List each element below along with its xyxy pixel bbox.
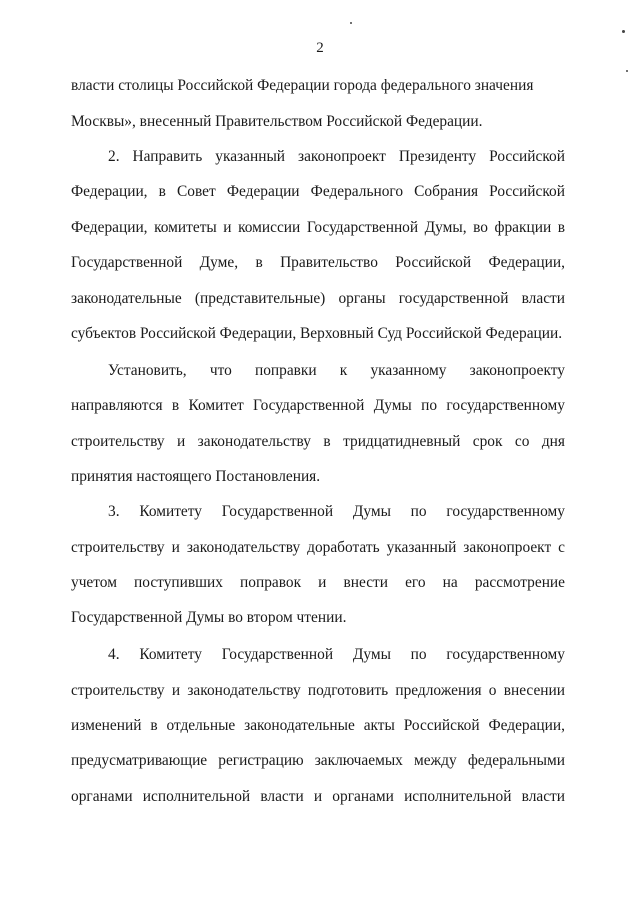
text-line: направляются в Комитет Государственной Думы по государственному [71, 397, 565, 414]
text-line: 4. Комитету Государственной Думы по государственному [108, 646, 565, 663]
text-line: предусматривающие регистрацию заключаемых между федеральными [71, 752, 565, 769]
text-line: 2. Направить указанный законопроект Президенту Российской [108, 148, 565, 165]
text-line: Государственной Думы во втором чтении. [71, 609, 347, 626]
scan-speck [350, 22, 352, 24]
scan-speck [622, 30, 625, 33]
text-line: изменений в отдельные законодательные акты Российской Федерации, [71, 717, 565, 734]
scan-speck [626, 70, 628, 72]
text-line: Государственной Думе, в Правительство Российской Федерации, [71, 254, 565, 271]
text-line: строительству и законодательству в тридцатидневный срок со дня [71, 433, 565, 450]
text-line: Москвы», внесенный Правительством Российской Федерации. [71, 113, 483, 130]
text-line: власти столицы Российской Федерации города федерального значения [71, 77, 534, 94]
page-number: 2 [316, 40, 324, 56]
text-line: 3. Комитету Государственной Думы по государственному [108, 503, 565, 520]
text-line: строительству и законодательству подготовить предложения о внесении [71, 682, 565, 699]
text-line: принятия настоящего Постановления. [71, 468, 321, 485]
text-line: Установить, что поправки к указанному законопроекту [108, 362, 565, 379]
text-line: Федерации, комитеты и комиссии Государственной Думы, во фракции в [71, 219, 565, 236]
text-line: законодательные (представительные) органы государственной власти [71, 290, 565, 307]
text-line: учетом поступивших поправок и внести его на рассмотрение [71, 574, 565, 591]
text-line: строительству и законодательству доработать указанный законопроект с [71, 539, 565, 556]
text-line: Федерации, в Совет Федерации Федерального Собрания Российской [71, 183, 565, 200]
text-line: органами исполнительной власти и органами исполнительной власти [71, 788, 565, 805]
text-line: субъектов Российской Федерации, Верховный Суд Российской Федерации. [71, 325, 563, 342]
